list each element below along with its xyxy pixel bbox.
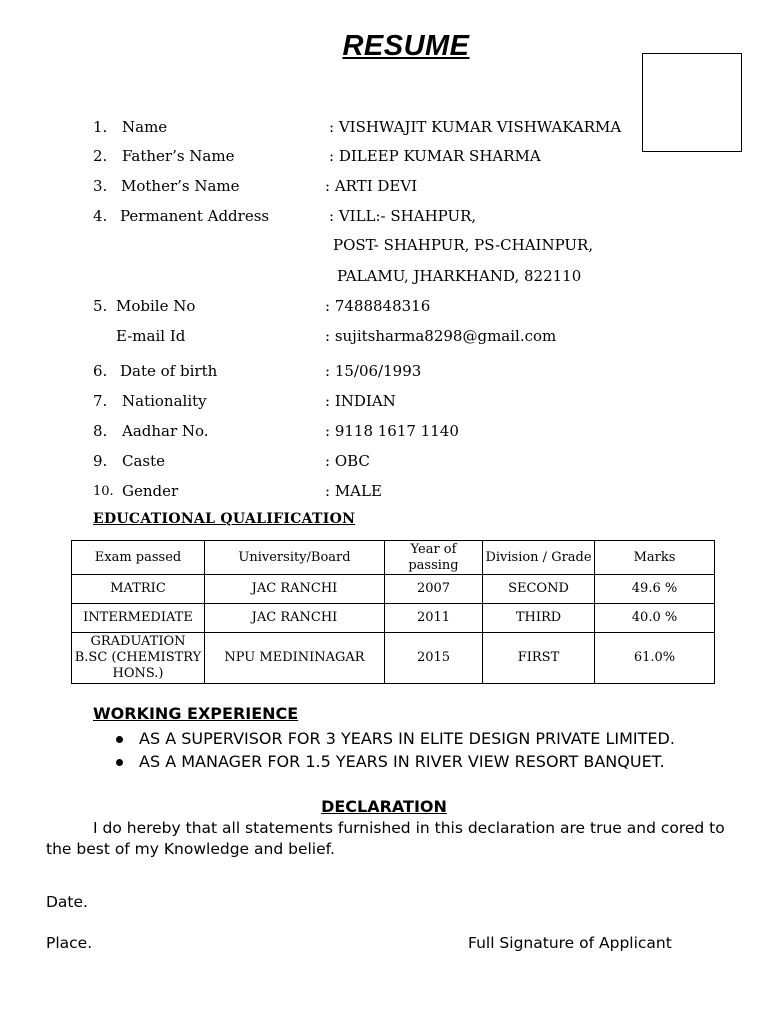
table-cell: FIRST (483, 633, 595, 684)
row-number: 10. (93, 484, 114, 499)
column-header: University/Board (205, 541, 385, 575)
row-value: : DILEEP KUMAR SHARMA (329, 147, 541, 165)
table-row (72, 633, 715, 684)
row-label: Name (122, 118, 168, 136)
row-value: : OBC (325, 452, 370, 470)
row-value: : 9118 1617 1140 (325, 422, 459, 440)
place-label: Place. (46, 934, 93, 952)
list-item-text: AS A SUPERVISOR FOR 3 YEARS IN ELITE DESIGN PRIVATE LIMITED. (139, 729, 675, 748)
row-number: 6. (93, 362, 108, 380)
list-item-text: AS A MANAGER FOR 1.5 YEARS IN RIVER VIEW RESORT BANQUET. (139, 752, 665, 771)
declaration-heading: DECLARATION (321, 797, 447, 816)
row-value: : VILL:- SHAHPUR, (329, 207, 477, 225)
row-number: 5. (93, 297, 108, 315)
table-cell: MATRIC (72, 575, 205, 604)
education-table (71, 540, 715, 684)
table-cell: 40.0 % (595, 604, 715, 633)
bullet-icon (116, 759, 123, 766)
row-number: 1. (93, 118, 108, 136)
row-value: : sujitsharma8298@gmail.com (325, 327, 557, 345)
row-label: Mother’s Name (121, 177, 240, 195)
row-label: Gender (122, 482, 179, 500)
row-label: Permanent Address (120, 207, 270, 225)
table-cell: JAC RANCHI (205, 604, 385, 633)
table-cell: INTERMEDIATE (72, 604, 205, 633)
row-label: E-mail Id (116, 327, 186, 345)
row-value: : VISHWAJIT KUMAR VISHWAKARMA (329, 118, 622, 136)
row-label: Date of birth (120, 362, 218, 380)
row-label: Aadhar No. (122, 422, 209, 440)
declaration-text: I do hereby that all statements furnished in this declaration are true and cored to the best of my Knowledge and belief. (46, 819, 725, 858)
column-header: Marks (595, 541, 715, 575)
table-cell: 61.0% (595, 633, 715, 684)
row-number: 8. (93, 422, 108, 440)
row-number: 4. (93, 207, 108, 225)
row-number: 3. (93, 177, 108, 195)
table-cell: NPU MEDININAGAR (205, 633, 385, 684)
table-header-row (72, 541, 715, 575)
row-value: : 7488848316 (325, 297, 431, 315)
table-cell: 2015 (385, 633, 483, 684)
row-label: Father’s Name (122, 147, 235, 165)
row-value: : ARTI DEVI (325, 177, 418, 195)
column-header: Year of passing (385, 541, 483, 575)
row-number: 7. (93, 392, 108, 410)
row-label: Caste (122, 452, 166, 470)
table-cell: GRADUATION B.SC (CHEMISTRY HONS.) (72, 633, 205, 684)
row-number: 9. (93, 452, 108, 470)
signature-label: Full Signature of Applicant (468, 934, 672, 952)
bullet-icon (116, 736, 123, 743)
table-cell: 2011 (385, 604, 483, 633)
table-cell: SECOND (483, 575, 595, 604)
date-label: Date. (46, 893, 88, 911)
table-cell: 2007 (385, 575, 483, 604)
row-value: : INDIAN (325, 392, 396, 410)
work-experience-heading: WORKING EXPERIENCE (93, 704, 299, 723)
table-row (72, 604, 715, 633)
row-value: : 15/06/1993 (325, 362, 422, 380)
row-label: Mobile No (116, 297, 196, 315)
photo-placeholder (642, 53, 742, 152)
row-value: PALAMU, JHARKHAND, 822110 (337, 267, 582, 285)
table-cell: JAC RANCHI (205, 575, 385, 604)
row-value: : MALE (325, 482, 382, 500)
row-number: 2. (93, 147, 108, 165)
column-header: Exam passed (72, 541, 205, 575)
table-cell: 49.6 % (595, 575, 715, 604)
column-header: Division / Grade (483, 541, 595, 575)
row-label: Nationality (122, 392, 207, 410)
table-cell: THIRD (483, 604, 595, 633)
table-row (72, 575, 715, 604)
education-heading: EDUCATIONAL QUALIFICATION (93, 511, 356, 527)
resume-title: RESUME (342, 30, 470, 62)
row-value: POST- SHAHPUR, PS-CHAINPUR, (333, 236, 594, 254)
